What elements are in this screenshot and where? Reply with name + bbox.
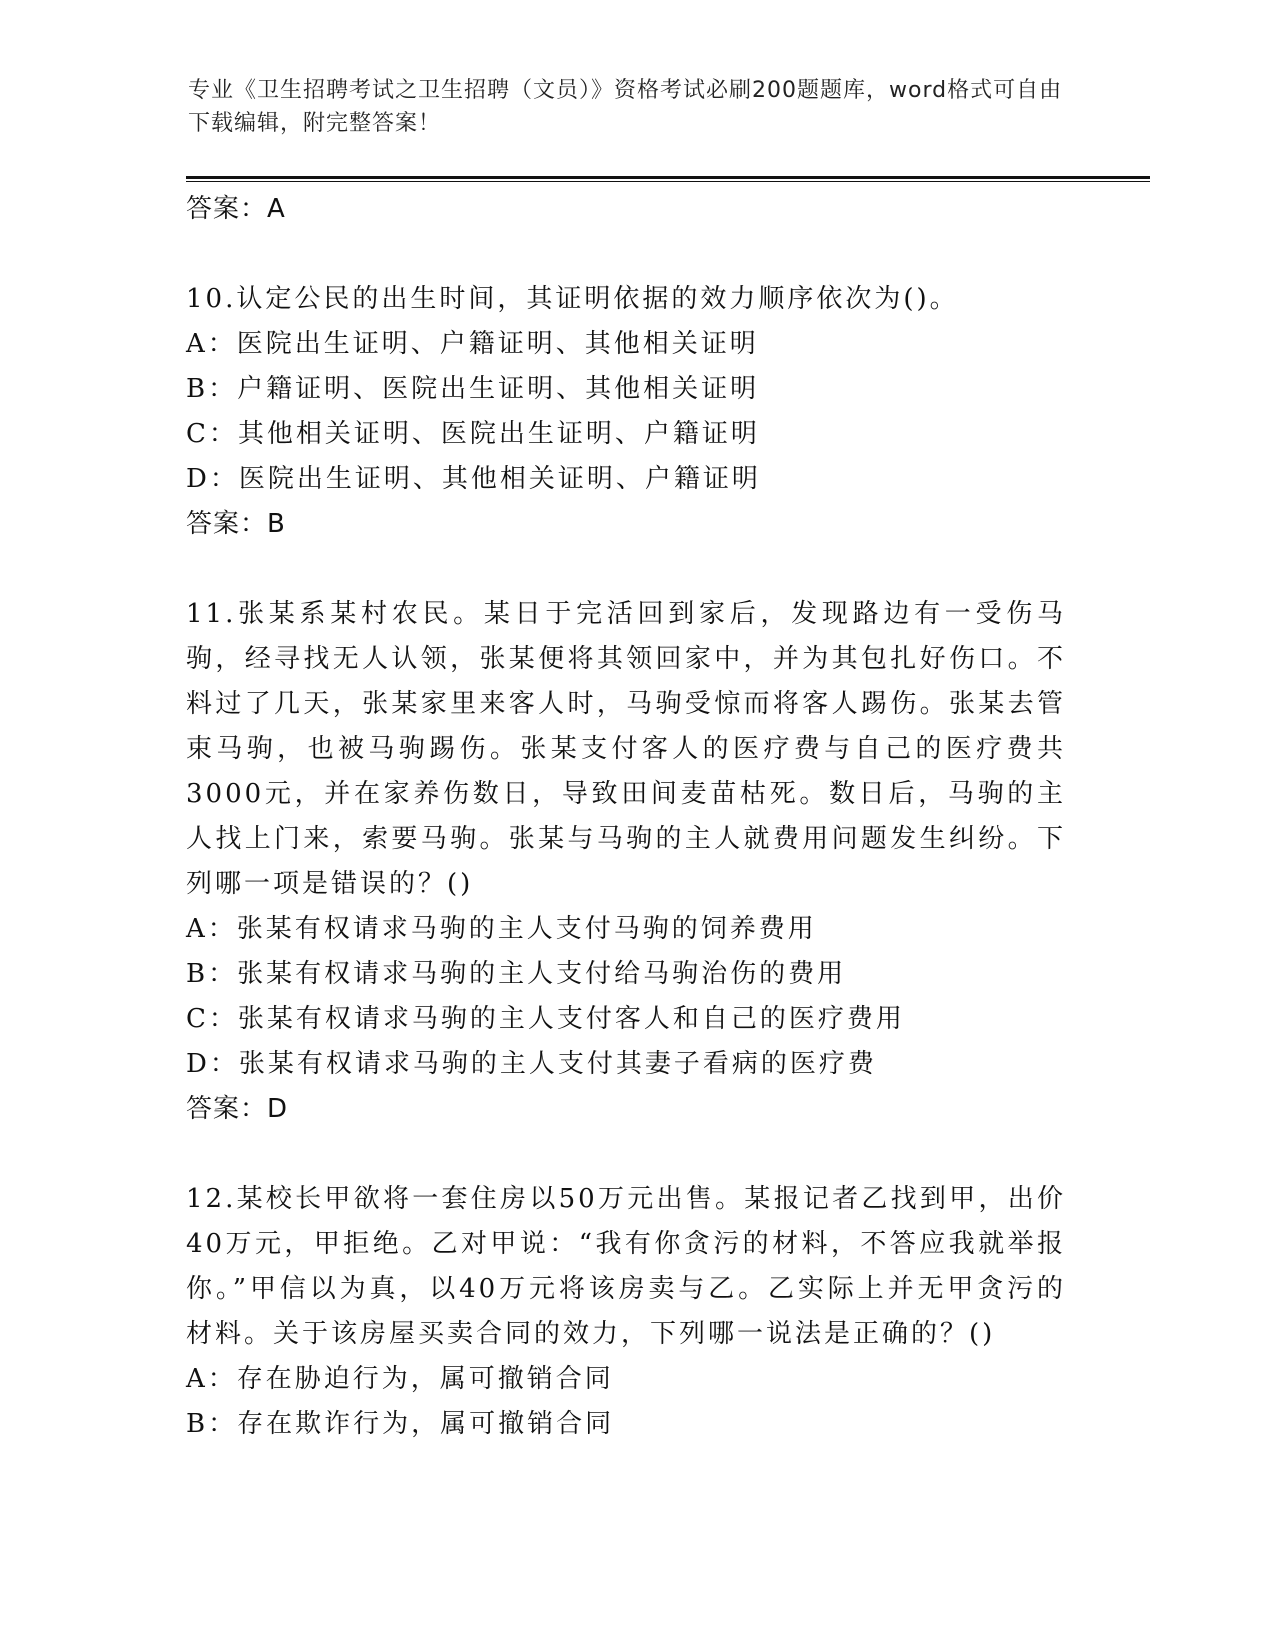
document-header: 专业《卫生招聘考试之卫生招聘（文员）》资格考试必刷200题题库，word格式可自由下载编辑，附完整答案！ bbox=[188, 78, 1063, 136]
question-text: 12.某校长甲欲将一套住房以50万元出售。某报记者乙找到甲，出价40万元，甲拒绝。乙对甲说：“我有你贪污的材料，不答应我就举报你。”甲信以为真，以40万元将该房卖与乙。乙实际上并无甲贪污的材料。关于该房屋买卖合同的效力，下列哪一说法是正确的？() bbox=[186, 1184, 1066, 1349]
option-d: D：医院出生证明、其他相关证明、户籍证明 bbox=[186, 464, 761, 494]
option-a: A：存在胁迫行为，属可撤销合同 bbox=[186, 1364, 614, 1394]
option-d: D：张某有权请求马驹的主人支付其妻子看病的医疗费 bbox=[186, 1049, 877, 1079]
option-c: C：其他相关证明、医院出生证明、户籍证明 bbox=[186, 419, 760, 449]
option-b: B：存在欺诈行为，属可撤销合同 bbox=[186, 1409, 615, 1439]
option-a: A：医院出生证明、户籍证明、其他相关证明 bbox=[186, 329, 759, 359]
option-a: A：张某有权请求马驹的主人支付马驹的饲养费用 bbox=[186, 914, 817, 944]
question-12 bbox=[186, 1177, 1086, 1447]
question-text: 11.张某系某村农民。某日于完活回到家后，发现路边有一受伤马驹，经寻找无人认领，张某便将其领回家中，并为其包扎好伤口。不料过了几天，张某家里来客人时，马驹受惊而将客人踢伤。张某去管束马驹，也被马驹踢伤。张某支付客人的医疗费与自己的医疗费共3000元，并在家养伤数日，导致田间麦苗枯死。数日后，马驹的主人找上门来，索要马驹。张某与马驹的主人就费用问题发生纠纷。下列哪一项是错误的？() bbox=[186, 599, 1066, 899]
answer-label: 答案：A bbox=[186, 194, 286, 224]
option-b: B：张某有权请求马驹的主人支付给马驹治伤的费用 bbox=[186, 959, 847, 989]
question-text: 10.认定公民的出生时间，其证明依据的效力顺序依次为()。 bbox=[186, 284, 959, 314]
question-10 bbox=[186, 277, 1086, 547]
question-11 bbox=[186, 592, 1086, 1132]
header-divider-thin bbox=[186, 181, 1150, 182]
document-body bbox=[186, 187, 1086, 1447]
option-b: B：户籍证明、医院出生证明、其他相关证明 bbox=[186, 374, 760, 404]
option-c: C：张某有权请求马驹的主人支付客人和自己的医疗费用 bbox=[186, 1004, 905, 1034]
answer-label: 答案：B bbox=[186, 509, 286, 539]
answer-label: 答案：D bbox=[186, 1094, 289, 1124]
header-divider-thick bbox=[186, 176, 1150, 179]
